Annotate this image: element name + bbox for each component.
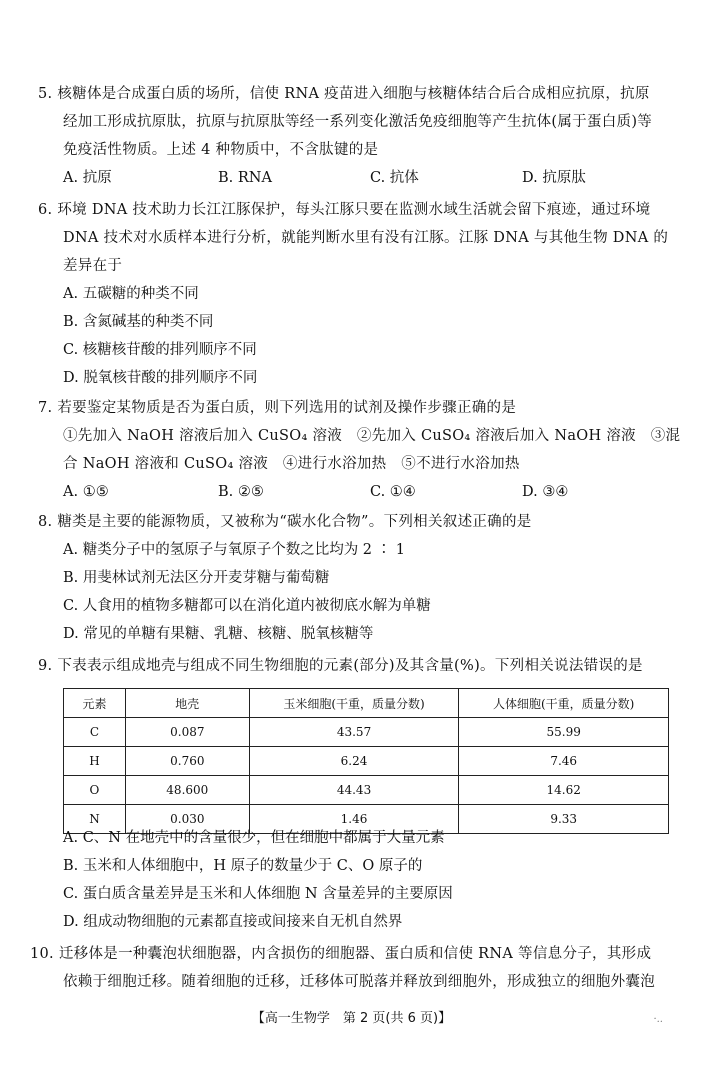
table-header-cell: 玉米细胞(干重，质量分数)	[249, 689, 459, 718]
q9-option-a: A. C、N 在地壳中的含量很少，但在细胞中都属于大量元素	[63, 830, 445, 846]
q5-option-b: B. RNA	[218, 170, 272, 186]
page-footer: 【高一生物学 第 2 页(共 6 页)】	[251, 1011, 452, 1026]
q8-stem-line-1: 8. 糖类是主要的能源物质，又被称为“碳水化合物”。下列相关叙述正确的是	[38, 514, 532, 530]
table-cell: 44.43	[249, 776, 459, 805]
table-cell: 0.087	[125, 718, 249, 747]
table-cell: 0.760	[125, 747, 249, 776]
table-header-row	[64, 689, 669, 718]
q5-stem-line-3: 免疫活性物质。上述 4 种物质中，不含肽键的是	[63, 142, 379, 158]
q6-stem-line-1: 6. 环境 DNA 技术助力长江江豚保护，每头江豚只要在监测水域生活就会留下痕迹，通过环境	[38, 202, 651, 218]
table-row	[64, 718, 669, 747]
q9-option-b: B. 玉米和人体细胞中，H 原子的数量少于 C、O 原子的	[63, 858, 423, 874]
q8-option-d: D. 常见的单糖有果糖、乳糖、核糖、脱氧核糖等	[63, 626, 374, 642]
table-header-cell: 元素	[64, 689, 126, 718]
q10-stem-line-2: 依赖于细胞迁移。随着细胞的迁移，迁移体可脱落并释放到细胞外，形成独立的细胞外囊泡	[63, 974, 655, 990]
q8-option-b: B. 用斐林试剂无法区分开麦芽糖与葡萄糖	[63, 570, 330, 586]
table-cell: 14.62	[459, 776, 669, 805]
q10-stem-line-1: 10. 迁移体是一种囊泡状细胞器，内含损伤的细胞器、蛋白质和信使 RNA 等信息分子，其形成	[30, 946, 652, 962]
table-cell: 0.030	[125, 805, 249, 834]
q5-stem-line-1: 5. 核糖体是合成蛋白质的场所，信使 RNA 疫苗进入细胞与核糖体结合后合成相应抗原，抗原	[38, 86, 650, 102]
table-cell: C	[64, 718, 126, 747]
q8-option-a: A. 糖类分子中的氢原子与氧原子个数之比均为 2 ∶ 1	[63, 542, 405, 558]
q6-stem-line-3: 差异在于	[63, 258, 123, 274]
q5-option-c: C. 抗体	[370, 170, 419, 186]
q5-option-a: A. 抗原	[63, 170, 112, 186]
table-cell: 43.57	[249, 718, 459, 747]
q5-stem-line-2: 经加工形成抗原肽，抗原与抗原肽等经一系列变化激活免疫细胞等产生抗体(属于蛋白质)等	[63, 114, 653, 130]
corner-marks: ·..	[653, 1014, 663, 1025]
q6-option-b: B. 含氮碱基的种类不同	[63, 314, 214, 330]
q6-option-d: D. 脱氧核苷酸的排列顺序不同	[63, 370, 258, 386]
q7-stem-line-3: 合 NaOH 溶液和 CuSO₄ 溶液 ④进行水浴加热 ⑤不进行水浴加热	[63, 456, 520, 472]
table-cell: O	[64, 776, 126, 805]
table-cell: 55.99	[459, 718, 669, 747]
q6-option-c: C. 核糖核苷酸的排列顺序不同	[63, 342, 257, 358]
q6-option-a: A. 五碳糖的种类不同	[63, 286, 199, 302]
q8-option-c: C. 人食用的植物多糖都可以在消化道内被彻底水解为单糖	[63, 598, 431, 614]
table-cell: N	[64, 805, 126, 834]
q7-option-d: D. ③④	[522, 484, 569, 500]
q9-stem-line-1: 9. 下表表示组成地壳与组成不同生物细胞的元素(部分)及其含量(%)。下列相关说法错误的是	[38, 658, 643, 674]
q7-stem-line-2: ①先加入 NaOH 溶液后加入 CuSO₄ 溶液 ②先加入 CuSO₄ 溶液后加入 NaOH 溶液 ③混	[63, 428, 681, 444]
q9-option-c: C. 蛋白质含量差异是玉米和人体细胞 N 含量差异的主要原因	[63, 886, 453, 902]
q7-option-a: A. ①⑤	[63, 484, 109, 500]
table-cell: 9.33	[459, 805, 669, 834]
q7-option-c: C. ①④	[370, 484, 416, 500]
table-header-cell: 人体细胞(干重，质量分数)	[459, 689, 669, 718]
table-row	[64, 776, 669, 805]
table-cell: H	[64, 747, 126, 776]
q5-option-d: D. 抗原肽	[522, 170, 586, 186]
q7-option-b: B. ②⑤	[218, 484, 264, 500]
q6-stem-line-2: DNA 技术对水质样本进行分析，就能判断水里有没有江豚。江豚 DNA 与其他生物 DNA 的	[63, 230, 669, 246]
table-cell: 48.600	[125, 776, 249, 805]
table-cell: 6.24	[249, 747, 459, 776]
element-content-table	[63, 688, 669, 834]
q9-option-d: D. 组成动物细胞的元素都直接或间接来自无机自然界	[63, 914, 403, 930]
q7-stem-line-1: 7. 若要鉴定某物质是否为蛋白质，则下列选用的试剂及操作步骤正确的是	[38, 400, 517, 416]
table-cell: 1.46	[249, 805, 459, 834]
table-row	[64, 747, 669, 776]
table-header-cell: 地壳	[125, 689, 249, 718]
table-cell: 7.46	[459, 747, 669, 776]
